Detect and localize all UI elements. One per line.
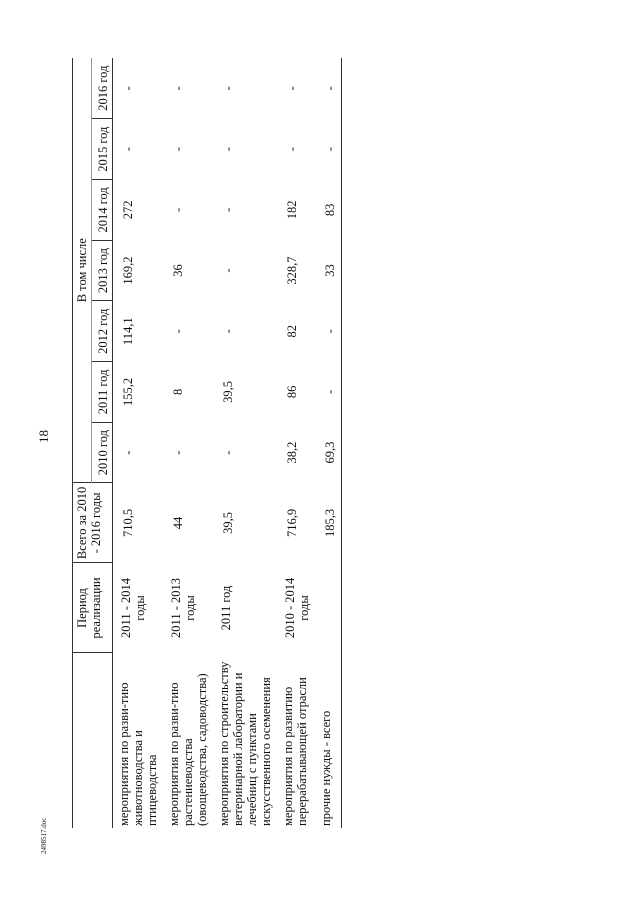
table-row — [213, 58, 277, 828]
header-year-2016: 2016 год — [92, 58, 113, 119]
rotated-table-container — [72, 58, 632, 828]
row-value-2012: - — [171, 329, 185, 334]
row-value-2010: - — [121, 450, 135, 455]
row-value-2012: - — [221, 329, 235, 334]
row-value-2014: 83 — [315, 180, 342, 241]
row-value-2015: - — [221, 147, 235, 152]
row-value-2014: - — [221, 207, 235, 212]
footer-document-code: 2498517.doc — [40, 817, 48, 854]
row-value-2015: - — [285, 147, 299, 152]
row-period: 2010 - 2014 годы — [283, 577, 311, 639]
row-value-2013: - — [221, 268, 235, 273]
row-value-2015: - — [315, 119, 342, 180]
header-period: Период реализации — [73, 563, 113, 653]
header-group: В том числе — [73, 58, 92, 483]
row-value-2015: - — [171, 147, 185, 152]
row-period: 2011 - 2013 годы — [169, 577, 197, 638]
row-value-2010: - — [171, 450, 185, 455]
row-value-2011: - — [315, 362, 342, 423]
row-value-2012: 82 — [285, 324, 299, 338]
row-total: 44 — [171, 516, 185, 530]
row-value-2011: 8 — [171, 388, 185, 396]
row-value-2011: 39,5 — [221, 380, 235, 403]
row-value-2011: 86 — [285, 385, 299, 399]
header-year-2012: 2012 год — [92, 301, 113, 362]
row-total: 716,9 — [285, 508, 299, 538]
row-name: мероприятия по строительству ветеринарной лаборатории и лечебниц с пунктами искусственного осеменения — [217, 661, 273, 826]
row-value-2012: - — [315, 301, 342, 362]
row-period: 2011 - 2014 годы — [119, 577, 147, 638]
table-row — [163, 58, 213, 828]
row-value-2016: - — [315, 58, 342, 119]
row-value-2016: - — [121, 86, 135, 91]
row-value-2010: 38,2 — [285, 441, 299, 464]
row-value-2014: 182 — [285, 200, 299, 220]
funding-table — [72, 58, 342, 828]
row-name: прочие нужды - всего — [315, 653, 342, 828]
page-number: 18 — [36, 430, 51, 443]
row-value-2013: 36 — [171, 264, 185, 277]
header-year-2010: 2010 год — [92, 422, 113, 483]
row-value-2012: 114,1 — [121, 317, 135, 346]
header-year-2011: 2011 год — [92, 362, 113, 423]
row-value-2013: 328,7 — [285, 256, 299, 285]
row-value-2011: 155,2 — [121, 377, 135, 406]
row-total: 185,3 — [315, 483, 342, 563]
row-value-2013: 33 — [315, 240, 342, 301]
row-value-2016: - — [285, 86, 299, 91]
table-row — [315, 58, 342, 828]
row-total: 39,5 — [221, 512, 235, 534]
row-total: 710,5 — [121, 508, 135, 538]
row-value-2016: - — [221, 86, 235, 91]
table-row — [277, 58, 315, 828]
table-row — [113, 58, 164, 828]
row-name: мероприятия по развитию перерабатывающей отрасли — [281, 677, 309, 826]
row-name: мероприятия по разви-тию животноводства и птицеводства — [117, 682, 159, 826]
row-value-2010: 69,3 — [315, 422, 342, 483]
header-name-cell — [73, 653, 113, 828]
row-value-2014: - — [171, 207, 185, 212]
row-value-2013: 169,2 — [121, 256, 135, 285]
header-year-2015: 2015 год — [92, 119, 113, 180]
row-value-2010: - — [221, 450, 235, 455]
header-year-2013: 2013 год — [92, 240, 113, 301]
header-total: Всего за 2010 - 2016 годы — [73, 483, 113, 563]
row-value-2014: 272 — [121, 200, 135, 220]
header-year-2014: 2014 год — [92, 180, 113, 241]
row-value-2016: - — [171, 86, 185, 91]
row-name: мероприятия по разви-тию растениеводства (овощеводства, садоводства) — [167, 673, 209, 826]
row-value-2015: - — [121, 147, 135, 152]
row-period — [315, 563, 342, 653]
row-period: 2011 год — [219, 585, 233, 631]
